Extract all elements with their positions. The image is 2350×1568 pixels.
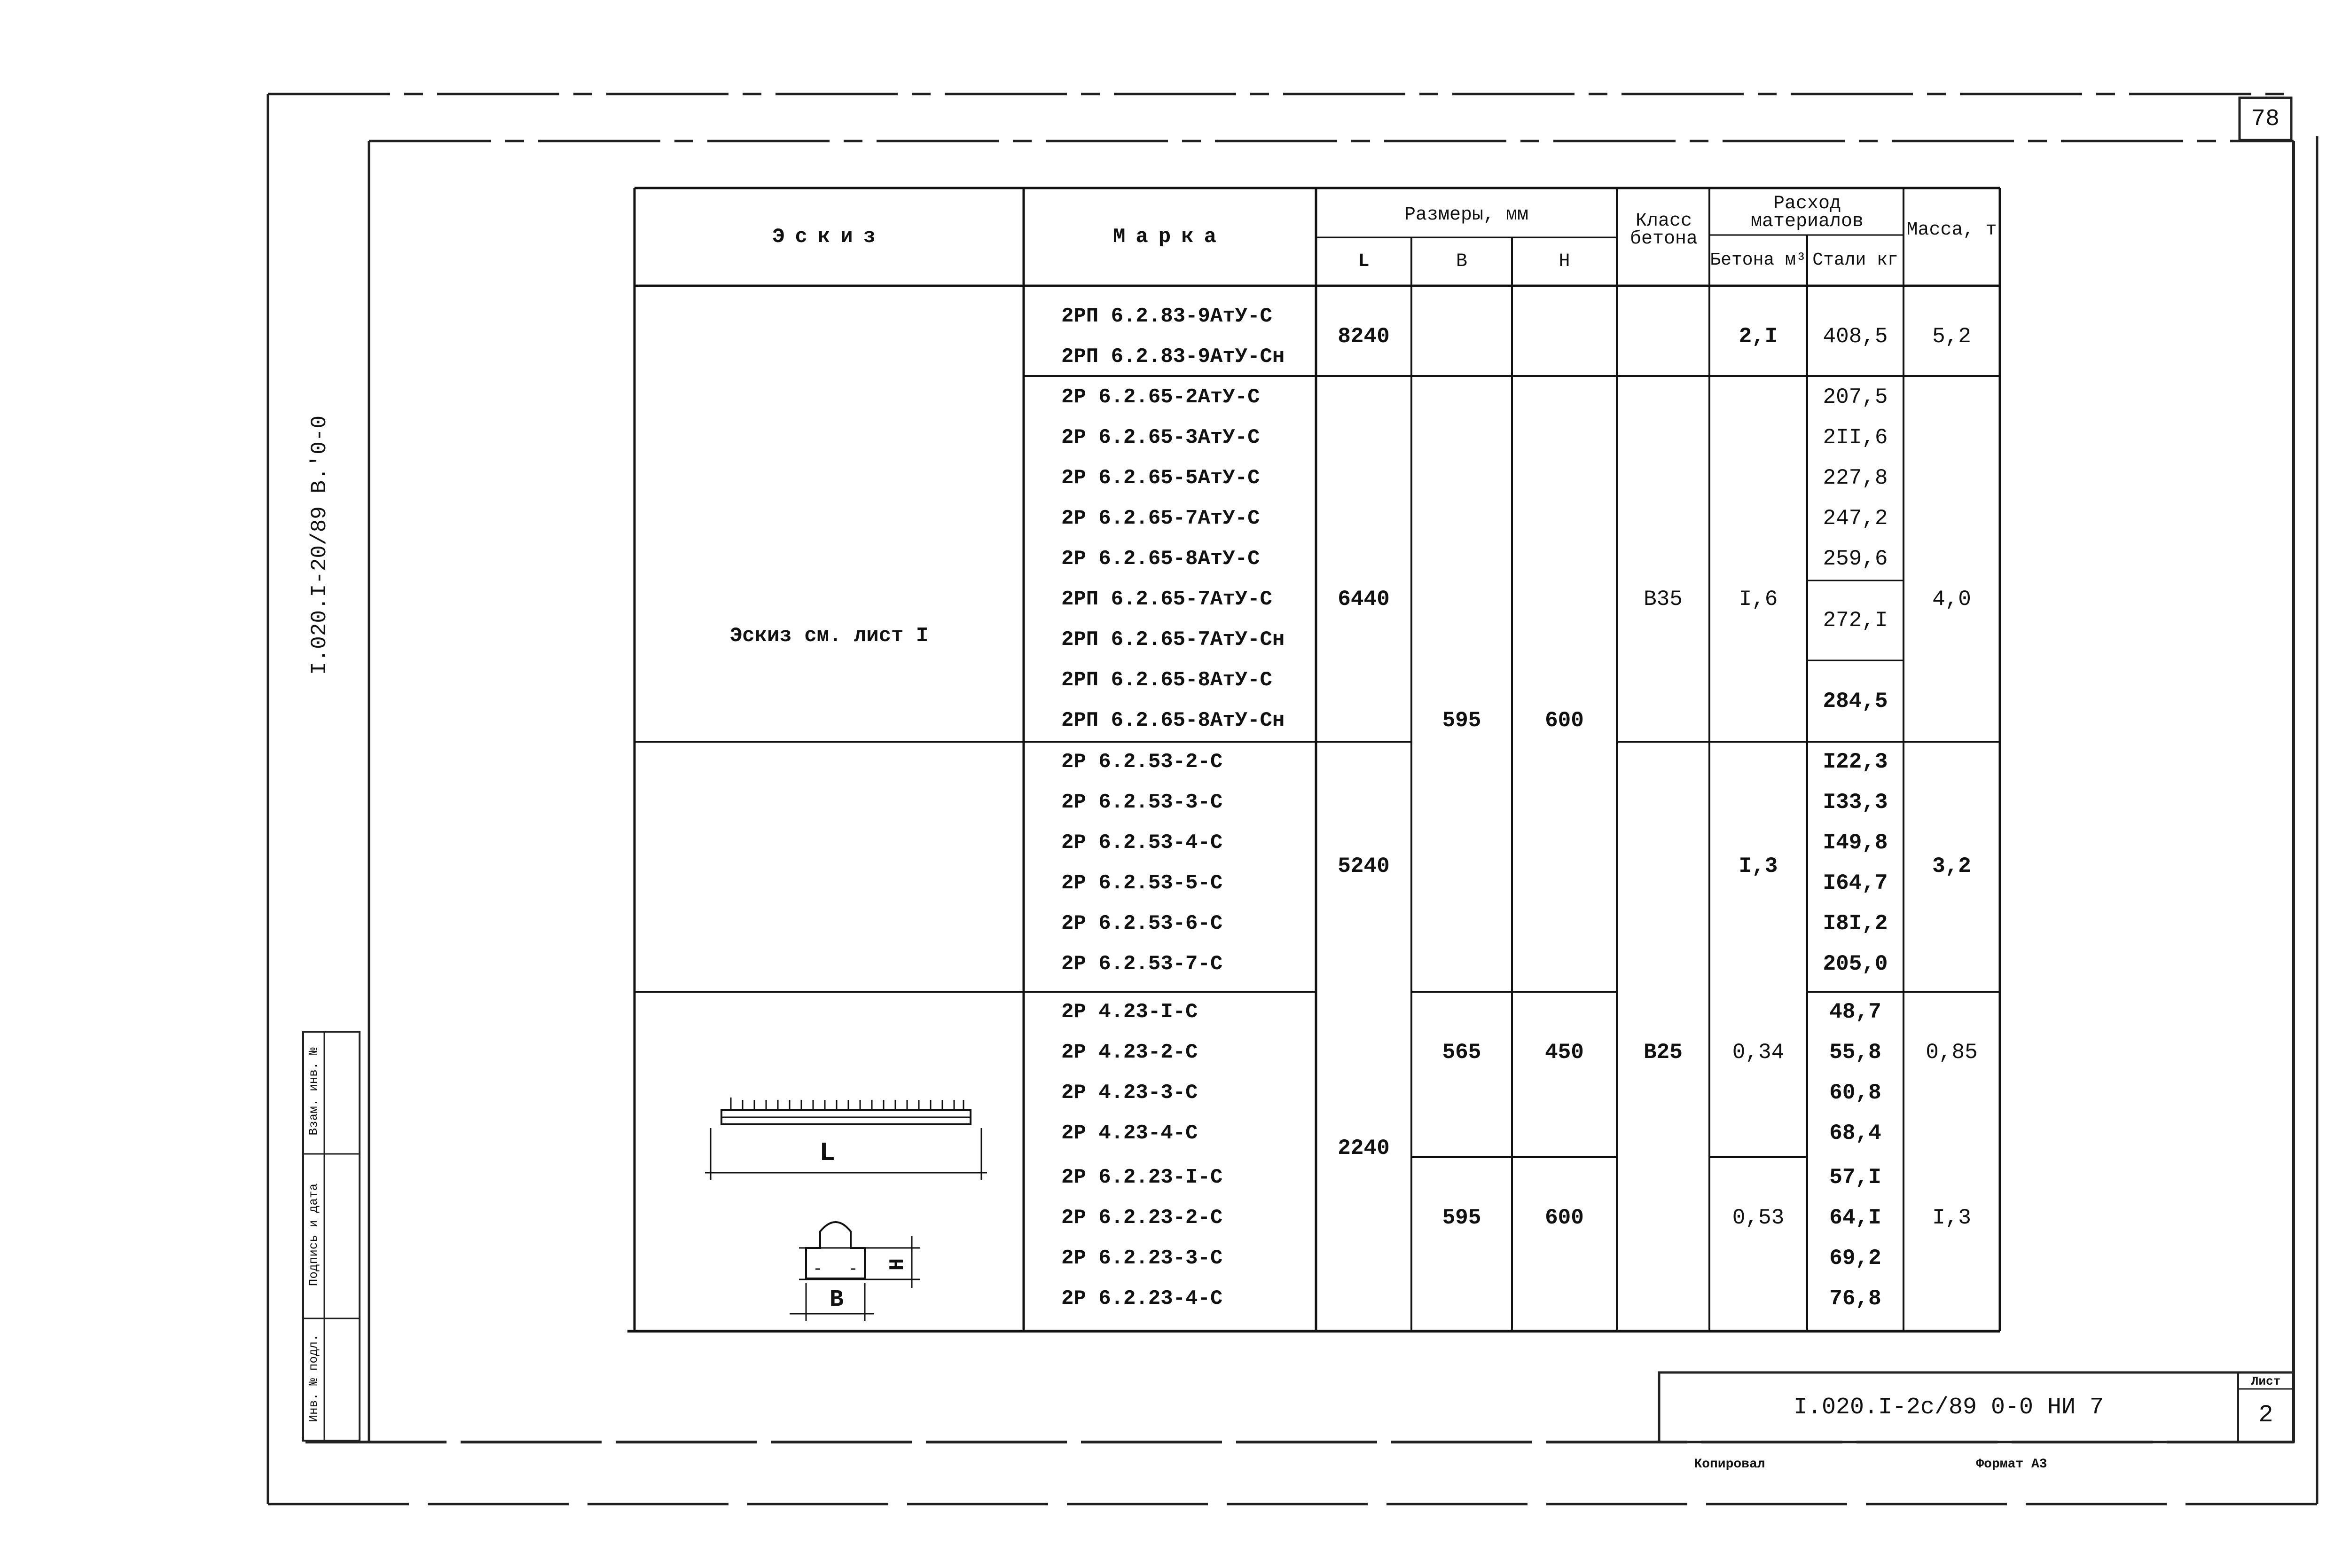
height-cell: 450: [1545, 1040, 1584, 1065]
steel-cell: I8I,2: [1823, 911, 1888, 936]
mark-row: 2Р 4.23-3-С: [1061, 1081, 1198, 1105]
header-mass: Масса, т: [1906, 220, 1997, 241]
header-concrete-class: Класс бетона: [1629, 211, 1698, 250]
concrete-class-cell: В35: [1644, 587, 1683, 612]
header-marka: Марка: [1112, 225, 1227, 249]
header-length: L: [1358, 251, 1370, 272]
steel-cell: 205,0: [1823, 952, 1888, 976]
header-steel: Стали кг: [1812, 250, 1898, 270]
concrete-volume-cell: I,3: [1739, 854, 1778, 878]
title-block-list-label: Лист: [2251, 1374, 2281, 1388]
mark-row: 2Р 6.2.53-2-С: [1061, 750, 1223, 774]
mark-row: 2Р 6.2.65-5АтУ-С: [1061, 466, 1260, 490]
length-cell: 2240: [1338, 1136, 1390, 1160]
stamp-label-replacement: Взам. инв. №: [306, 1047, 321, 1136]
header-eskiz: Эскиз: [772, 225, 886, 249]
width-cell: 565: [1442, 1040, 1481, 1065]
steel-cell: 259,6: [1823, 547, 1888, 571]
concrete-volume-cell: I,6: [1739, 587, 1778, 612]
header-height: Н: [1559, 251, 1570, 272]
steel-cell: I33,3: [1823, 790, 1888, 815]
steel-cell: 247,2: [1823, 506, 1888, 531]
mark-row: 2Р 6.2.53-7-С: [1061, 952, 1223, 976]
steel-cell: 60,8: [1829, 1081, 1881, 1105]
mark-row: 2Р 6.2.23-3-С: [1061, 1247, 1223, 1270]
concrete-volume-cell: 0,34: [1732, 1040, 1785, 1065]
mark-row: 2Р 6.2.53-6-С: [1061, 912, 1223, 935]
mass-cell: 0,85: [1926, 1040, 1978, 1065]
mark-row: 2Р 4.23-I-С: [1061, 1000, 1198, 1024]
mark-row: 2РП 6.2.83-9АтУ-Сн: [1061, 345, 1285, 368]
length-cell: 5240: [1338, 854, 1390, 878]
steel-cell: 284,5: [1823, 689, 1888, 713]
width-cell: 595: [1442, 708, 1481, 733]
eskiz-reference-note: Эскиз см. лист I: [729, 624, 929, 648]
mark-row: 2Р 6.2.23-2-С: [1061, 1206, 1223, 1230]
mark-row: 2Р 6.2.53-4-С: [1061, 831, 1223, 855]
header-materials: Расход материалов: [1750, 193, 1864, 232]
height-cell: 600: [1545, 1206, 1584, 1230]
mass-cell: 3,2: [1932, 854, 1971, 878]
sketch-width-label: В: [829, 1286, 844, 1313]
steel-cell: 55,8: [1829, 1040, 1881, 1065]
title-block-code: I.020.I-2c/89 0-0 НИ 7: [1793, 1394, 2104, 1421]
sketch-length-label: L: [819, 1138, 835, 1168]
stamp-label-inventory: Инв. № подл.: [306, 1334, 321, 1422]
concrete-volume-cell: 2,I: [1739, 324, 1778, 349]
mark-row: 2РП 6.2.65-7АтУ-С: [1061, 588, 1272, 611]
mass-cell: 4,0: [1932, 587, 1971, 612]
header-width: В: [1456, 251, 1467, 272]
mark-row: 2Р 6.2.53-3-С: [1061, 791, 1223, 814]
steel-cell: I49,8: [1823, 831, 1888, 855]
steel-cell: 57,I: [1829, 1165, 1881, 1190]
mark-row: 2Р 6.2.65-8АтУ-С: [1061, 547, 1260, 571]
mark-row: 2Р 6.2.65-7АтУ-С: [1061, 507, 1260, 530]
title-block-list-number: 2: [2258, 1401, 2273, 1429]
steel-cell: 272,I: [1823, 608, 1888, 633]
width-cell: 595: [1442, 1206, 1481, 1230]
mark-row: 2РП 6.2.65-7АтУ-Сн: [1061, 628, 1285, 651]
steel-cell: 69,2: [1829, 1246, 1881, 1270]
steel-cell: 2II,6: [1823, 425, 1888, 450]
steel-cell: I22,3: [1823, 750, 1888, 774]
footer-format: Формат А3: [1976, 1457, 2047, 1472]
mass-cell: I,3: [1932, 1206, 1971, 1230]
steel-cell: 227,8: [1823, 466, 1888, 490]
mark-row: 2Р 4.23-4-С: [1061, 1121, 1198, 1145]
concrete-volume-cell: 0,53: [1732, 1206, 1785, 1230]
side-document-code: I.020.I-20/89 В.'0-0: [307, 415, 332, 675]
stamp-label-signature: Подпись и дата: [306, 1183, 321, 1286]
steel-cell: 64,I: [1829, 1206, 1881, 1230]
mark-row: 2РП 6.2.83-9АтУ-С: [1061, 305, 1272, 328]
mark-row: 2Р 4.23-2-С: [1061, 1041, 1198, 1064]
mark-row: 2Р 6.2.65-3АтУ-С: [1061, 426, 1260, 449]
footer-copied: Копировал: [1694, 1457, 1765, 1472]
height-cell: 600: [1545, 708, 1584, 733]
mark-row: 2РП 6.2.65-8АтУ-С: [1061, 668, 1272, 692]
corner-sheet-number: 78: [2251, 105, 2280, 133]
mark-row: 2Р 6.2.23-4-С: [1061, 1287, 1223, 1310]
steel-cell: 408,5: [1823, 324, 1888, 349]
concrete-class-cell: В25: [1644, 1040, 1683, 1065]
mark-row: 2Р 6.2.23-I-С: [1061, 1166, 1223, 1189]
header-concrete-volume: Бетона м³: [1710, 250, 1807, 270]
sketch-height-label: Н: [886, 1258, 909, 1271]
steel-cell: 68,4: [1829, 1121, 1881, 1145]
length-cell: 6440: [1338, 587, 1390, 612]
steel-cell: 76,8: [1829, 1286, 1881, 1311]
steel-cell: 207,5: [1823, 385, 1888, 409]
mark-row: 2Р 6.2.53-5-С: [1061, 871, 1223, 895]
mark-row: 2РП 6.2.65-8АтУ-Сн: [1061, 709, 1285, 732]
header-dimensions: Размеры, мм: [1404, 204, 1529, 226]
steel-cell: I64,7: [1823, 871, 1888, 895]
length-cell: 8240: [1338, 324, 1390, 349]
mass-cell: 5,2: [1932, 324, 1971, 349]
mark-row: 2Р 6.2.65-2АтУ-С: [1061, 385, 1260, 409]
steel-cell: 48,7: [1829, 1000, 1881, 1024]
